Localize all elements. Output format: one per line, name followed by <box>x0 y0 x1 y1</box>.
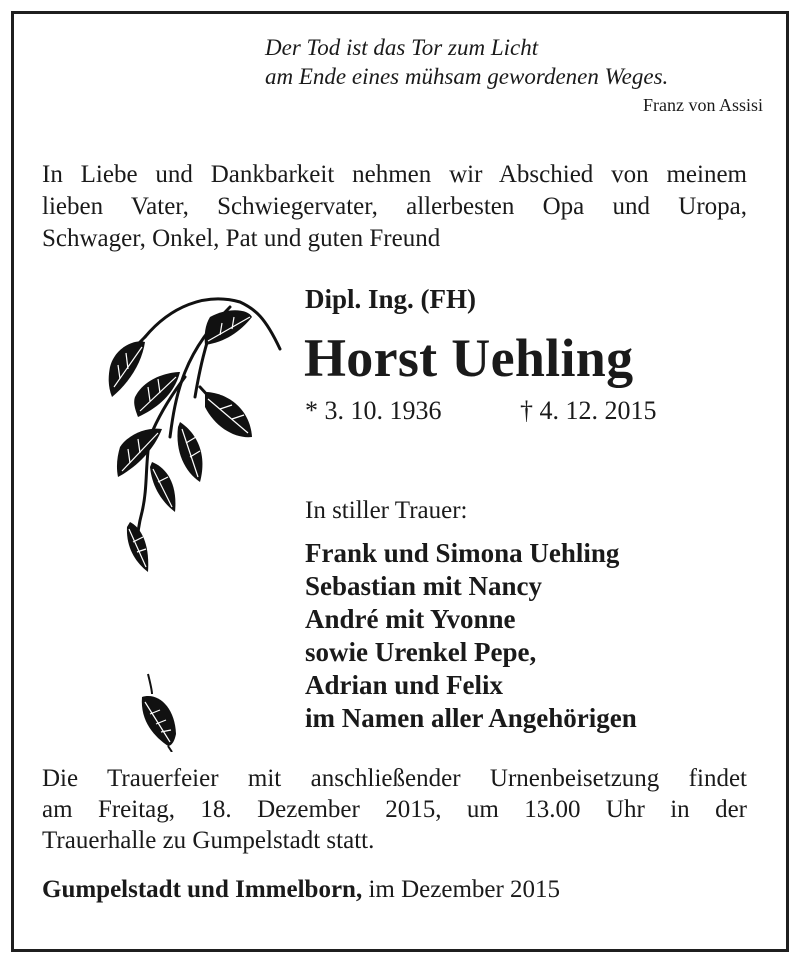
mourner-line: Sebastian mit Nancy <box>305 571 543 601</box>
closing-line <box>42 876 560 904</box>
intro-text <box>42 159 747 255</box>
intro-line-3: Schwager, Onkel, Pat und guten Freund <box>42 225 441 252</box>
closing-date: im Dezember 2015 <box>362 876 561 903</box>
life-dates <box>305 396 657 426</box>
mourners-list <box>305 537 637 735</box>
quote-author: Franz von Assisi <box>642 95 763 115</box>
birth-date: * 3. 10. 1936 <box>305 396 442 425</box>
mourner-line: sowie Urenkel Pepe, <box>305 637 537 667</box>
quote <box>265 33 745 91</box>
service-info <box>42 763 747 856</box>
deceased-name: Horst Uehling <box>304 328 634 388</box>
quote-line-1: Der Tod ist das Tor zum Licht <box>265 35 539 60</box>
falling-leaf-illustration <box>130 672 190 752</box>
mourner-line: Adrian und Felix <box>305 670 504 700</box>
quote-line-2: am Ende eines mühsam gewordenen Weges. <box>265 64 669 89</box>
mourner-line: André mit Yvonne <box>305 604 516 634</box>
service-line-2: am Freitag, 18. Dezember 2015, um 13.00 Uhr in der <box>42 796 747 823</box>
mourner-line: Frank und Simona Uehling <box>305 538 620 568</box>
service-line-3: Trauerhalle zu Gumpelstadt statt. <box>42 827 375 854</box>
service-line-1: Die Trauerfeier mit anschließender Urnenbeisetzung findet <box>42 765 747 792</box>
death-date: † 4. 12. 2015 <box>520 396 657 425</box>
intro-line-1: In Liebe und Dankbarkeit nehmen wir Abschied von meinem <box>42 161 747 188</box>
mourner-line: im Namen aller Angehörigen <box>305 703 637 733</box>
deceased-title: Dipl. Ing. (FH) <box>305 284 477 314</box>
branch-leaves-illustration <box>100 287 290 587</box>
mourning-label: In stiller Trauer: <box>305 497 468 524</box>
closing-places: Gumpelstadt und Immelborn, <box>42 876 363 903</box>
intro-line-2: lieben Vater, Schwiegervater, allerbesten Opa und Uropa, <box>42 193 747 220</box>
